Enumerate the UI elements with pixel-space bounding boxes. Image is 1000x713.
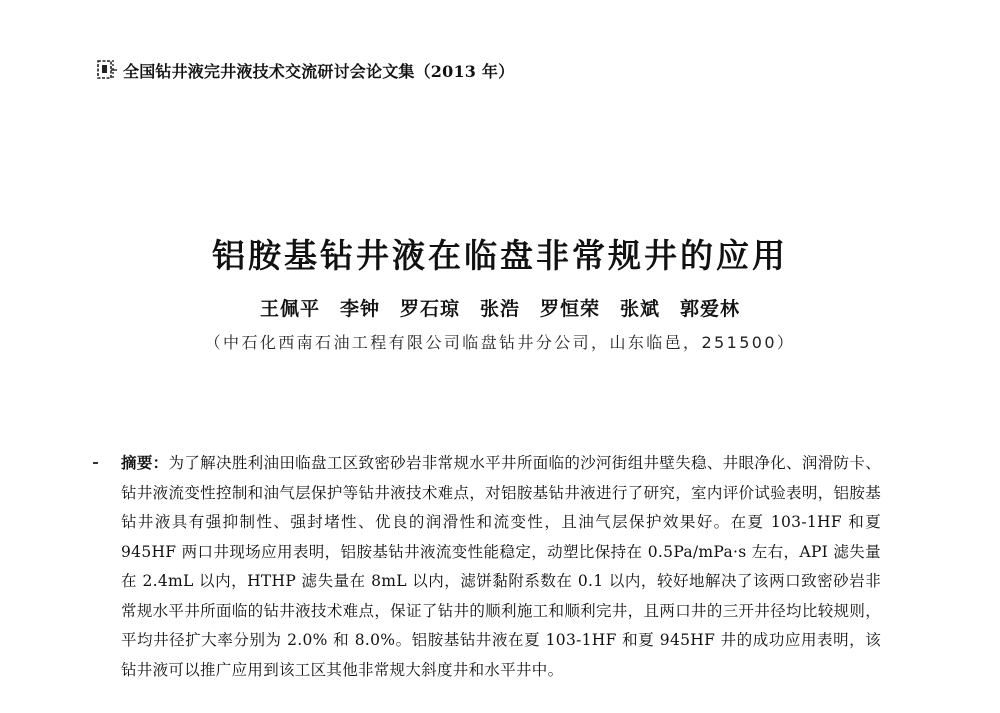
abstract bbox=[121, 448, 881, 713]
abstract-label: 摘要： bbox=[121, 453, 169, 472]
author-list: 王佩平 李钟 罗石琼 张浩 罗恒荣 张斌 郭爱林 bbox=[259, 298, 740, 320]
document-mark-icon bbox=[96, 58, 118, 82]
affiliation: （中石化西南石油工程有限公司临盘钻井分公司，山东临邑，251500） bbox=[204, 333, 796, 352]
paper-title: 铝胺基钻井液在临盘非常规井的应用 bbox=[212, 236, 788, 275]
margin-mark bbox=[93, 462, 98, 464]
abstract-text: 为了解决胜利油田临盘工区致密砂岩非常规水平井所面临的沙河街组井壁失稳、井眼净化、润滑防卡、钻井液流变性控制和油气层保护等钻井液技术难点，对铝胺基钻井液进行了研究，室内评价试验表明，铝胺基钻井液具有强抑制性、强封堵性、优良的润滑性和流变性，且油气层保护效果好。在夏 103-1HF 和夏 945HF 两口井现场应用表明，铝胺基钻井液流变性能稳定，动塑比保持在 0.5Pa/mPa·s 左右，API 滤失量在 2.4mL 以内，HTHP 滤失量在 8mL 以内，滤饼黏附系数在 0.1 以内，较好地解决了该两口致密砂岩非常规水平井所面临的钻井液技术难点，保证了钻井的顺利施工和顺利完井，且两口井的三开井径均比较规则，平均井径扩大率分别为 2.0% 和 8.0%。铝胺基钻井液在夏 103-1HF 和夏 945HF 井的成功应用表明，该钻井液可以推广应用到该工区其他非常规大斜度井和水平井中。 bbox=[121, 454, 881, 679]
running-header bbox=[96, 58, 514, 82]
proceedings-title: 全国钻井液完井液技术交流研讨会论文集（2013 年） bbox=[123, 61, 515, 81]
